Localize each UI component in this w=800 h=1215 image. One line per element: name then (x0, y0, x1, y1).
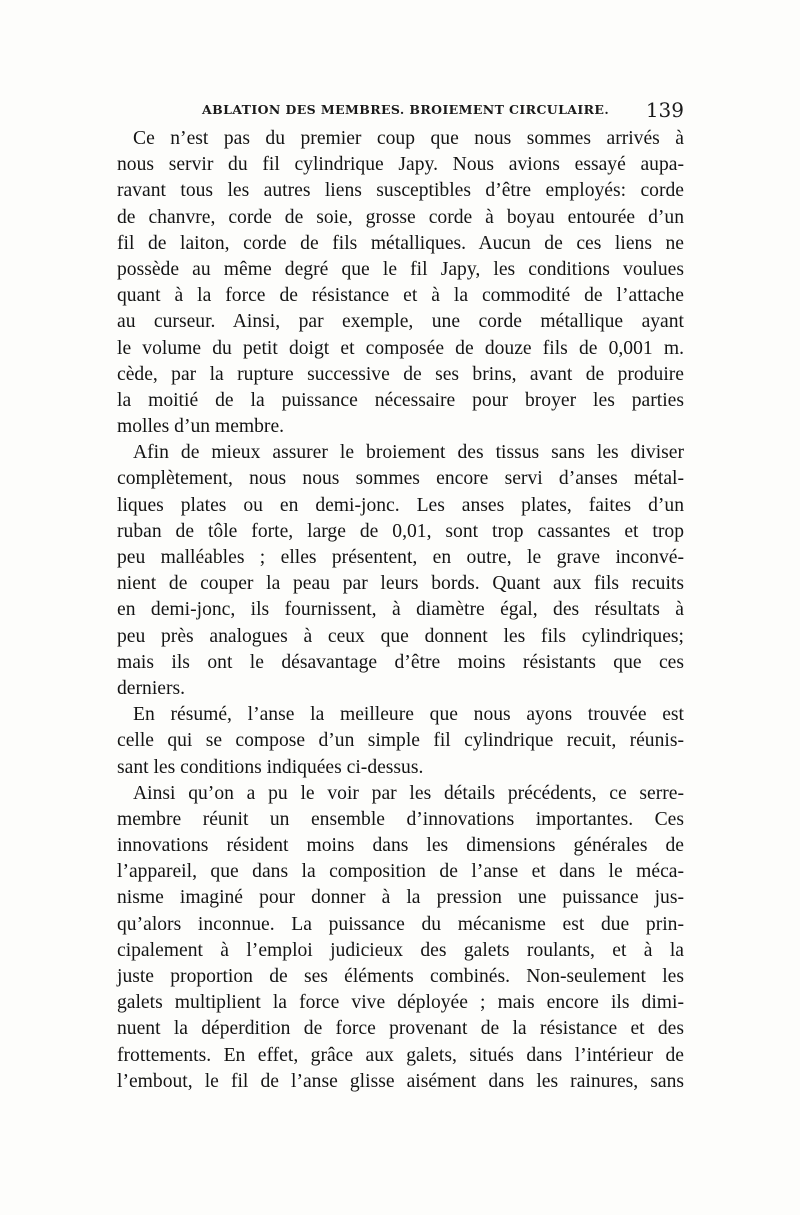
running-title: ABLATION DES MEMBRES. BROIEMENT CIRCULAIRE. (202, 102, 610, 117)
text-line: nuent la déperdition de force provenant de la résistance et des (117, 1018, 684, 1040)
text-line: galets multiplient la force vive déployée ; mais encore ils dimi- (117, 992, 684, 1014)
running-head (118, 98, 684, 124)
text-line: nous servir du fil cylindrique Japy. Nous avions essayé aupa- (117, 154, 684, 176)
text-line: de chanvre, corde de soie, grosse corde à boyau entourée d’un (117, 206, 684, 228)
text-line: mais ils ont le désavantage d’être moins résistants que ces (117, 651, 684, 673)
paragraph-3 (117, 702, 684, 781)
text-line: qu’alors inconnue. La puissance du mécanisme est due prin- (117, 913, 684, 935)
text-line: l’embout, le fil de l’anse glisse aisément dans les rainures, sans (117, 1070, 684, 1092)
text-line: liques plates ou en demi-jonc. Les anses plates, faites d’un (117, 494, 684, 516)
text-line: nisme imaginé pour donner à la pression une puissance jus- (117, 887, 684, 909)
text-line: ravant tous les autres liens susceptibles d’être employés: corde (117, 180, 684, 202)
text-line: en demi-jonc, ils fournissent, à diamètre égal, des résultats à (117, 599, 684, 621)
text-line: possède au même degré que le fil Japy, les conditions voulues (117, 258, 684, 280)
text-line: celle qui se compose d’un simple fil cylindrique recuit, réunis- (117, 730, 684, 752)
text-line: En résumé, l’anse la meilleure que nous ayons trouvée est (133, 704, 684, 726)
text-line: frottements. En effet, grâce aux galets, situés dans l’intérieur de (117, 1044, 684, 1066)
text-line: au curseur. Ainsi, par exemple, une corde métallique ayant (117, 311, 684, 333)
text-line: derniers. (117, 677, 186, 699)
text-line: fil de laiton, corde de fils métalliques. Aucun de ces liens ne (117, 232, 684, 254)
text-line: nient de couper la peau par leurs bords. Quant aux fils recuits (117, 573, 684, 595)
text-line: juste proportion de ses éléments combinés. Non-seulement les (117, 966, 684, 987)
text-line: molles d’un membre. (117, 416, 285, 438)
text-line: Ainsi qu’on a pu le voir par les détails précédents, ce serre- (133, 782, 684, 804)
text-line: l’appareil, que dans la composition de l’anse et dans le méca- (117, 861, 684, 883)
text-line: cède, par la rupture successive de ses brins, avant de produire (117, 363, 684, 385)
paragraph-4 (117, 781, 684, 1095)
body-text (117, 126, 684, 1095)
text-line: ruban de tôle forte, large de 0,01, sont trop cassantes et trop (117, 520, 684, 542)
text-line: membre réunit un ensemble d’innovations importantes. Ces (117, 808, 684, 830)
paragraph-2 (117, 440, 684, 702)
text-line: peu malléables ; elles présentent, en outre, le grave inconvé- (117, 547, 684, 568)
text-line: cipalement à l’emploi judicieux des galets roulants, et à la (117, 939, 684, 961)
page-number: 139 (645, 98, 684, 122)
text-line: Ce n’est pas du premier coup que nous sommes arrivés à (133, 128, 684, 149)
text-line: sant les conditions indiquées ci-dessus. (117, 756, 424, 778)
text-line: quant à la force de résistance et à la commodité de l’attache (117, 285, 684, 307)
paragraph-1 (117, 126, 684, 440)
text-line: Afin de mieux assurer le broiement des tissus sans les diviser (133, 442, 684, 464)
text-line: innovations résident moins dans les dimensions générales de (117, 835, 684, 857)
text-line: complètement, nous nous sommes encore servi d’anses métal- (117, 468, 684, 490)
text-line: peu près analogues à ceux que donnent les fils cylindriques; (117, 625, 684, 647)
text-line: la moitié de la puissance nécessaire pour broyer les parties (117, 389, 684, 411)
text-line: le volume du petit doigt et composée de douze fils de 0,001 m. (117, 337, 684, 359)
